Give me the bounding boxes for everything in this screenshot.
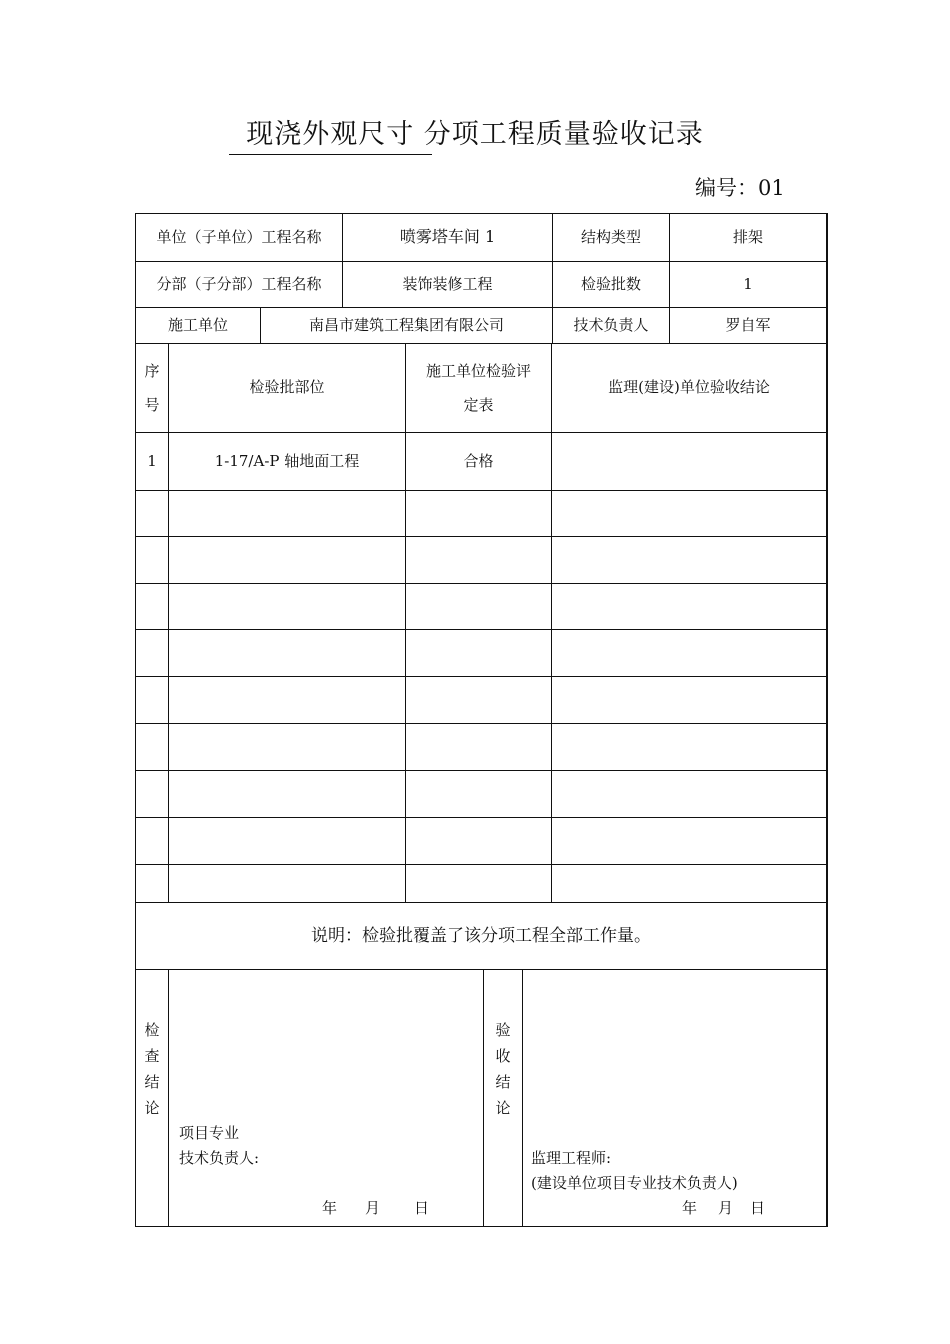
sub-project-value: 装饰装修工程 (402, 274, 493, 293)
check-date-month: 月 (365, 1199, 381, 1217)
column-header-seq (136, 344, 168, 432)
cell-location (169, 818, 405, 864)
title-underline (229, 154, 432, 155)
cell-seq (136, 537, 168, 583)
cell-conclusion (552, 724, 826, 770)
column-header-location: 检验批部位 (249, 378, 325, 397)
cell-conclusion (552, 584, 826, 629)
column-header-eval-line: 定表 (463, 396, 494, 414)
cell-conclusion (552, 771, 826, 817)
check-conclusion-label (136, 1014, 168, 1124)
column-header-conclusion: 监理(建设)单位验收结论 (608, 378, 770, 397)
cell-location (169, 630, 405, 676)
inspection-record-form (135, 213, 827, 1227)
check-date-year: 年 (322, 1199, 338, 1217)
cell-eval (406, 491, 551, 536)
accept-date-month: 月 (718, 1199, 734, 1217)
column-header-seq-line: 号 (144, 396, 160, 414)
check-label-char: 论 (144, 1099, 160, 1117)
accept-date-day: 日 (750, 1199, 766, 1217)
batch-count-label: 检验批数 (580, 274, 641, 293)
cell-conclusion (552, 677, 826, 723)
accept-date-year: 年 (682, 1199, 698, 1217)
cell-eval (406, 818, 551, 864)
accept-label-char: 收 (495, 1047, 511, 1065)
accept-label-char: 论 (495, 1099, 511, 1117)
accept-signer-title: 监理工程师: (531, 1149, 612, 1167)
cell-eval (406, 865, 551, 902)
tech-lead-label: 技术负责人 (573, 315, 649, 334)
cell-conclusion (552, 865, 826, 902)
contractor-value: 南昌市建筑工程集团有限公司 (308, 315, 504, 334)
check-date-day: 日 (414, 1199, 430, 1217)
cell-seq (136, 491, 168, 536)
check-signer-title: 项目专业 (179, 1124, 240, 1142)
batch-count-value: 1 (743, 274, 753, 293)
rule (136, 969, 826, 970)
check-label-char: 检 (144, 1021, 160, 1039)
sub-project-label: 分部（子分部）工程名称 (156, 274, 322, 293)
tech-lead-value: 罗自军 (725, 315, 771, 334)
cell-seq (136, 724, 168, 770)
cell-eval (406, 630, 551, 676)
check-label-char: 结 (144, 1073, 160, 1091)
cell-location (169, 865, 405, 902)
cell-conclusion (552, 491, 826, 536)
structure-type-value: 排架 (732, 227, 763, 246)
cell-seq: 1 (147, 451, 157, 470)
cell-conclusion (552, 537, 826, 583)
column-header-seq-line: 序 (144, 362, 160, 380)
cell-seq (136, 630, 168, 676)
cell-location (169, 537, 405, 583)
cell-conclusion (552, 433, 826, 490)
accept-label-char: 验 (495, 1021, 511, 1039)
page-title: 现浇外观尺寸 分项工程质量验收记录 (246, 119, 704, 150)
cell-seq (136, 818, 168, 864)
cell-location (169, 677, 405, 723)
column-header-eval-line: 施工单位检验评 (425, 362, 531, 380)
cell-eval (406, 537, 551, 583)
cell-seq (136, 771, 168, 817)
cell-location: 1-17/A-P 轴地面工程 (214, 451, 360, 470)
check-signer-role: 技术负责人: (179, 1149, 260, 1167)
cell-location (169, 491, 405, 536)
cell-eval (406, 724, 551, 770)
accept-conclusion-label (484, 1014, 522, 1124)
check-label-char: 查 (144, 1047, 160, 1065)
structure-type-label: 结构类型 (580, 227, 641, 246)
cell-seq (136, 584, 168, 629)
cell-location (169, 771, 405, 817)
cell-location (169, 584, 405, 629)
cell-eval (406, 677, 551, 723)
serial-number: 编号：01 (695, 176, 785, 200)
accept-label-char: 结 (495, 1073, 511, 1091)
rule (168, 969, 169, 1226)
coverage-note: 说明：检验批覆盖了该分项工程全部工作量。 (311, 925, 651, 946)
rule (522, 969, 523, 1226)
cell-seq (136, 865, 168, 902)
cell-location (169, 724, 405, 770)
contractor-label: 施工单位 (167, 315, 228, 334)
unit-project-value: 喷雾塔车间 1 (399, 227, 496, 247)
column-header-eval (406, 344, 551, 432)
cell-seq (136, 677, 168, 723)
cell-conclusion (552, 818, 826, 864)
unit-project-label: 单位（子单位）工程名称 (156, 227, 322, 246)
cell-eval (406, 771, 551, 817)
cell-eval (406, 584, 551, 629)
accept-signer-role: (建设单位项目专业技术负责人) (531, 1174, 738, 1192)
cell-eval: 合格 (463, 451, 494, 470)
cell-conclusion (552, 630, 826, 676)
